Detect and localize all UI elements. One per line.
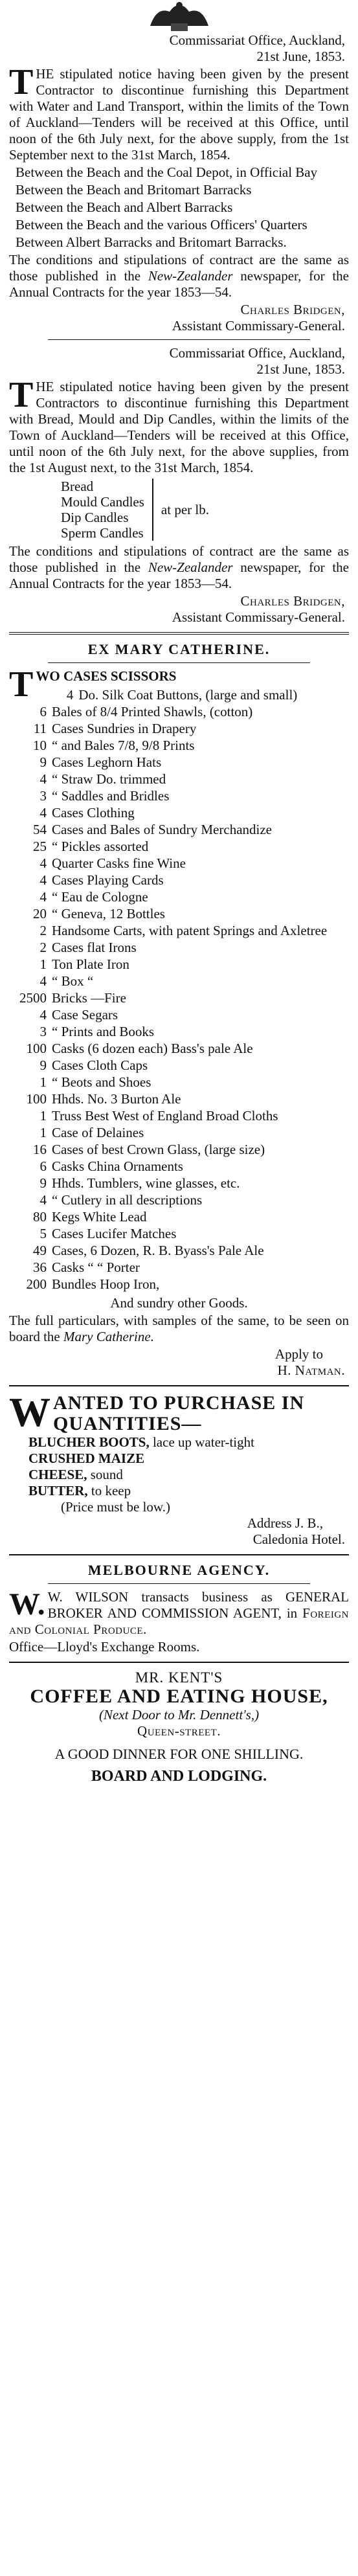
supply-item: Sperm Candles bbox=[61, 525, 144, 541]
conditions-text bbox=[9, 543, 349, 592]
cargo-item bbox=[9, 1108, 349, 1124]
cargo-desc: Handsome Carts, with patent Springs and Axletree bbox=[52, 923, 328, 938]
cargo-desc: Cases Clothing bbox=[52, 805, 135, 820]
wanted-heading-line-1: ANTED TO PURCHASE IN bbox=[53, 1393, 305, 1414]
cargo-qty: 36 bbox=[33, 1260, 47, 1275]
cargo-item bbox=[9, 839, 349, 855]
cargo-desc: Hhds. No. 3 Burton Ale bbox=[52, 1091, 181, 1107]
cargo-desc: “ Pickles assorted bbox=[52, 839, 149, 854]
cargo-desc: Bricks —Fire bbox=[52, 990, 126, 1006]
wanted-item bbox=[28, 1483, 349, 1499]
melbourne-heading: MELBOURNE AGENCY. bbox=[87, 1562, 271, 1578]
sundry-goods: And sundry other Goods. bbox=[110, 1295, 248, 1311]
cargo-item bbox=[9, 855, 349, 872]
cargo-qty: 4 bbox=[39, 805, 47, 820]
melbourne-office: Office—Lloyd's Exchange Rooms. bbox=[9, 1639, 200, 1655]
melbourne-body-text: W. WILSON transacts business as GENERAL BROKER AND COMMISSION AGENT, in bbox=[47, 1589, 349, 1621]
drop-cap: T bbox=[9, 664, 34, 705]
cargo-item bbox=[9, 956, 349, 973]
cargo-item bbox=[9, 738, 349, 754]
price-note: (Price must be low.) bbox=[61, 1499, 170, 1515]
cargo-qty: 20 bbox=[33, 906, 47, 921]
cargo-qty: 11 bbox=[33, 721, 47, 736]
wanted-item-bold: CRUSHED MAIZE bbox=[28, 1451, 145, 1466]
signature-title: Assistant Commissary-General. bbox=[172, 609, 345, 625]
route-list bbox=[9, 164, 349, 251]
wanted-item-rest: lace up water-tight bbox=[149, 1434, 254, 1450]
supply-item: Dip Candles bbox=[61, 510, 129, 525]
supplies-list bbox=[61, 479, 153, 541]
wanted-item-bold: BLUCHER BOOTS, bbox=[28, 1434, 150, 1450]
newspaper-name: New-Zealander bbox=[148, 559, 233, 575]
apply-to: Apply to bbox=[274, 1346, 323, 1362]
wanted-advertisement bbox=[9, 1393, 349, 1548]
ship-name: Mary Catherine. bbox=[63, 1329, 154, 1344]
divider bbox=[9, 632, 349, 635]
conditions-post: newspaper, for the Annual Contracts for the year 1853—54. bbox=[9, 268, 349, 300]
address: Address J. B., bbox=[247, 1515, 323, 1531]
wanted-item bbox=[28, 1434, 349, 1451]
cargo-qty: 2 bbox=[39, 940, 47, 955]
cargo-item bbox=[9, 1041, 349, 1057]
cargo-qty: 16 bbox=[33, 1142, 47, 1157]
cargo-desc: “ Box “ bbox=[52, 973, 94, 989]
divider bbox=[9, 1385, 349, 1386]
cargo-desc: Cases Playing Cards bbox=[52, 872, 164, 888]
notice-body-text: HE stipulated notice having been given by the present Contractors to discontinue furnishing this Department with Bread, Mould and Dip Candles, within the limits of the Town of Auckland—Tenders will be received at this Office, until noon of the 6th July next, for the above supplies, from the 1st August next, to the 31st March, 1854. bbox=[9, 379, 349, 475]
cargo-item bbox=[9, 1209, 349, 1225]
cargo-desc: Casks (6 dozen each) Bass's pale Ale bbox=[52, 1041, 253, 1056]
cargo-desc: Case of Delaines bbox=[52, 1125, 144, 1140]
cargo-qty: 54 bbox=[33, 822, 47, 837]
cargo-item bbox=[9, 788, 349, 804]
drop-cap: T bbox=[9, 62, 34, 102]
cargo-desc: Kegs White Lead bbox=[52, 1209, 147, 1225]
cargo-item bbox=[9, 1074, 349, 1090]
cargo-item bbox=[9, 1276, 349, 1293]
cargo-item bbox=[9, 990, 349, 1006]
cargo-qty: 25 bbox=[33, 839, 47, 854]
cargo-qty: 4 bbox=[39, 973, 47, 989]
cargo-item bbox=[9, 805, 349, 821]
cargo-desc: “ Geneva, 12 Bottles bbox=[52, 906, 165, 921]
route-item: Between the Beach and Britomart Barracks bbox=[16, 182, 252, 198]
cargo-desc: Casks China Ornaments bbox=[52, 1158, 183, 1174]
cargo-desc: Bundles Hoop Iron, bbox=[52, 1276, 160, 1292]
cargo-item bbox=[9, 1260, 349, 1276]
dateline-line-1: Commissariat Office, Auckland, bbox=[169, 345, 345, 361]
wanted-item-bold: BUTTER, bbox=[28, 1483, 88, 1498]
hotel: Caledonia Hotel. bbox=[252, 1531, 345, 1547]
cargo-desc: Cases Leghorn Hats bbox=[52, 754, 162, 770]
cargo-qty: 4 bbox=[39, 1007, 47, 1022]
cargo-item bbox=[9, 754, 349, 771]
cargo-qty: 4 bbox=[39, 889, 47, 905]
cargo-qty: 1 bbox=[39, 1108, 47, 1124]
cargo-qty: 9 bbox=[39, 1057, 47, 1073]
cargo-desc: “ and Bales 7/8, 9/8 Prints bbox=[52, 738, 195, 753]
supply-item: Bread bbox=[61, 479, 94, 494]
cargo-item bbox=[9, 1057, 349, 1074]
cargo-desc: Bales of 8/4 Printed Shawls, (cotton) bbox=[52, 704, 253, 719]
cargo-qty: 1 bbox=[39, 1125, 47, 1140]
notice-body bbox=[9, 375, 349, 476]
cargo-item bbox=[9, 1192, 349, 1208]
wanted-list bbox=[9, 1434, 349, 1499]
route-item: Between the Beach and the Coal Depot, in Official Bay bbox=[16, 164, 318, 180]
cargo-desc: Truss Best West of England Broad Cloths bbox=[52, 1108, 278, 1124]
supply-item: Mould Candles bbox=[61, 494, 144, 510]
cargo-desc: Cases Cloth Caps bbox=[52, 1057, 148, 1073]
cargo-item bbox=[9, 1175, 349, 1192]
cargo-qty: 4 bbox=[39, 771, 47, 787]
cargo-desc: Quarter Casks fine Wine bbox=[52, 855, 186, 871]
cargo-item bbox=[9, 822, 349, 838]
cargo-item bbox=[36, 687, 349, 703]
conditions-post: newspaper, for the Annual Contracts for the year 1853—54. bbox=[9, 559, 349, 591]
kent-dinner: A GOOD DINNER FOR ONE SHILLING. bbox=[54, 1746, 304, 1762]
notice-body-text: HE stipulated notice having been given by the present Contractor to discontinue furnishing this Department with Water and Land Transport, within the limits of the Town of Auckland—Tenders will be received at this Office, until noon of the 6th July next, for the above supply, from the 1st September next to the 31st March, 1854. bbox=[9, 66, 349, 163]
wanted-heading-line-2: QUANTITIES— bbox=[53, 1413, 202, 1434]
notice-body bbox=[9, 62, 349, 163]
cargo-qty: 200 bbox=[26, 1276, 47, 1292]
melbourne-body bbox=[9, 1589, 349, 1638]
wanted-item bbox=[28, 1467, 349, 1483]
cargo-desc: Do. Silk Coat Buttons, (large and small) bbox=[78, 687, 298, 703]
cargo-desc: Cases Sundries in Drapery bbox=[52, 721, 197, 736]
cargo-desc: Ton Plate Iron bbox=[52, 956, 129, 972]
wanted-item-bold: CHEESE, bbox=[28, 1467, 87, 1482]
cargo-qty: 6 bbox=[39, 704, 47, 719]
dateline-line-2: 21st June, 1853. bbox=[256, 49, 345, 64]
cargo-qty: 1 bbox=[39, 1074, 47, 1090]
cargo-item bbox=[9, 704, 349, 720]
cargo-desc: “ Saddles and Bridles bbox=[52, 788, 170, 804]
cargo-desc: Cases of best Crown Glass, (large size) bbox=[52, 1142, 265, 1157]
melbourne-produce: Foreign and Colonial Produce. bbox=[9, 1605, 349, 1637]
cargo-desc: Cases flat Irons bbox=[52, 940, 137, 955]
cargo-qty: 10 bbox=[33, 738, 47, 753]
kent-board: BOARD AND LODGING. bbox=[91, 1768, 267, 1785]
cargo-qty: 3 bbox=[39, 788, 47, 804]
cargo-qty: 9 bbox=[39, 754, 47, 770]
cargo-qty: 100 bbox=[26, 1091, 47, 1107]
particulars-text bbox=[9, 1313, 349, 1345]
cargo-item bbox=[9, 1158, 349, 1175]
dateline-line-2: 21st June, 1853. bbox=[256, 361, 345, 377]
divider bbox=[48, 1583, 310, 1584]
cargo-qty: 80 bbox=[33, 1209, 47, 1225]
cargo-item bbox=[9, 1024, 349, 1040]
drop-cap: W bbox=[9, 1393, 50, 1434]
cargo-desc: Cases and Bales of Sundry Merchandize bbox=[52, 822, 272, 837]
drop-cap: T bbox=[9, 375, 34, 415]
wanted-item-rest: sound bbox=[87, 1467, 123, 1482]
cargo-item bbox=[9, 906, 349, 922]
route-item: Between the Beach and Albert Barracks bbox=[16, 199, 233, 215]
cargo-advertisement bbox=[9, 641, 349, 1379]
cargo-qty: 2500 bbox=[19, 990, 47, 1006]
cargo-item bbox=[9, 940, 349, 956]
cargo-desc: Cases Lucifer Matches bbox=[52, 1226, 177, 1241]
divider bbox=[9, 1662, 349, 1663]
newspaper-name: New-Zealander bbox=[148, 268, 233, 284]
cargo-item bbox=[9, 973, 349, 989]
price-note: at per lb. bbox=[161, 501, 209, 517]
cargo-qty: 2 bbox=[39, 923, 47, 938]
agent-name: H. Natman. bbox=[277, 1362, 345, 1378]
kent-street: Queen-street. bbox=[137, 1723, 221, 1739]
divider bbox=[9, 1554, 349, 1555]
cargo-item bbox=[9, 1226, 349, 1242]
cargo-item bbox=[9, 1007, 349, 1023]
cargo-qty: 1 bbox=[39, 956, 47, 972]
cargo-qty: 4 bbox=[39, 855, 47, 871]
drop-cap: W. bbox=[9, 1587, 45, 1621]
cargo-qty: 9 bbox=[39, 1175, 47, 1191]
cargo-item bbox=[9, 923, 349, 939]
route-item: Between Albert Barracks and Britomart Barracks. bbox=[16, 234, 287, 250]
cargo-item bbox=[9, 889, 349, 905]
commissariat-notice-transport bbox=[9, 32, 349, 334]
kent-title-2: COFFEE AND EATING HOUSE, bbox=[30, 1686, 328, 1707]
cargo-desc: Case Segars bbox=[52, 1007, 118, 1022]
divider bbox=[48, 662, 310, 663]
cargo-desc: “ Cutlery in all descriptions bbox=[52, 1192, 203, 1208]
wanted-item-rest: to keep bbox=[87, 1483, 131, 1498]
commissariat-notice-bread-candles bbox=[9, 345, 349, 626]
cargo-item bbox=[9, 1125, 349, 1141]
cargo-desc: “ Beots and Shoes bbox=[52, 1074, 151, 1090]
cargo-list bbox=[9, 687, 349, 1293]
cargo-desc: “ Straw Do. trimmed bbox=[52, 771, 166, 787]
cargo-item bbox=[9, 1091, 349, 1107]
cargo-item bbox=[9, 721, 349, 737]
wanted-item bbox=[28, 1451, 349, 1467]
kent-title-1: MR. KENT'S bbox=[135, 1669, 223, 1686]
cargo-desc: “ Eau de Cologne bbox=[52, 889, 148, 905]
cargo-qty: 3 bbox=[39, 1024, 47, 1039]
dateline-line-1: Commissariat Office, Auckland, bbox=[169, 32, 345, 48]
conditions-pre: The conditions and stipulations of contract are the same as those published in the bbox=[9, 543, 349, 575]
kent-coffee-house bbox=[9, 1669, 349, 1785]
cargo-qty: 4 bbox=[39, 872, 47, 888]
conditions-pre: The conditions and stipulations of contract are the same as those published in the bbox=[9, 252, 349, 284]
royal-crest-icon bbox=[131, 0, 228, 32]
cargo-qty: 5 bbox=[39, 1226, 47, 1241]
cargo-qty: 4 bbox=[66, 687, 74, 703]
signature-name: Charles Bridgen, bbox=[240, 302, 345, 317]
cargo-item bbox=[9, 872, 349, 888]
route-item: Between the Beach and the various Officers' Quarters bbox=[16, 217, 308, 232]
cargo-desc: Hhds. Tumblers, wine glasses, etc. bbox=[52, 1175, 240, 1191]
kent-location: (Next Door to Mr. Dennett's,) bbox=[98, 1707, 260, 1723]
signature-title: Assistant Commissary-General. bbox=[172, 318, 345, 333]
cargo-qty: 49 bbox=[33, 1243, 47, 1258]
melbourne-agency bbox=[9, 1562, 349, 1655]
cargo-qty: 6 bbox=[39, 1158, 47, 1174]
cargo-item bbox=[9, 771, 349, 787]
cargo-qty: 4 bbox=[39, 1192, 47, 1208]
cargo-qty: 100 bbox=[26, 1041, 47, 1056]
cargo-heading: EX MARY CATHERINE. bbox=[87, 641, 271, 657]
wanted-heading bbox=[9, 1393, 349, 1434]
conditions-text bbox=[9, 252, 349, 300]
cargo-desc: Cases, 6 Dozen, R. B. Byass's Pale Ale bbox=[52, 1243, 264, 1258]
signature-name: Charles Bridgen, bbox=[240, 593, 345, 609]
cargo-item bbox=[9, 1142, 349, 1158]
particulars-pre: The full particulars, with samples of the same, to be seen on board the bbox=[9, 1313, 349, 1344]
supplies-brace bbox=[61, 479, 349, 541]
cargo-item bbox=[9, 1243, 349, 1259]
cargo-desc: “ Prints and Books bbox=[52, 1024, 155, 1039]
cargo-desc: Casks “ “ Porter bbox=[52, 1260, 140, 1275]
divider bbox=[48, 339, 310, 340]
cargo-title-text: WO CASES SCISSORS bbox=[36, 668, 177, 684]
